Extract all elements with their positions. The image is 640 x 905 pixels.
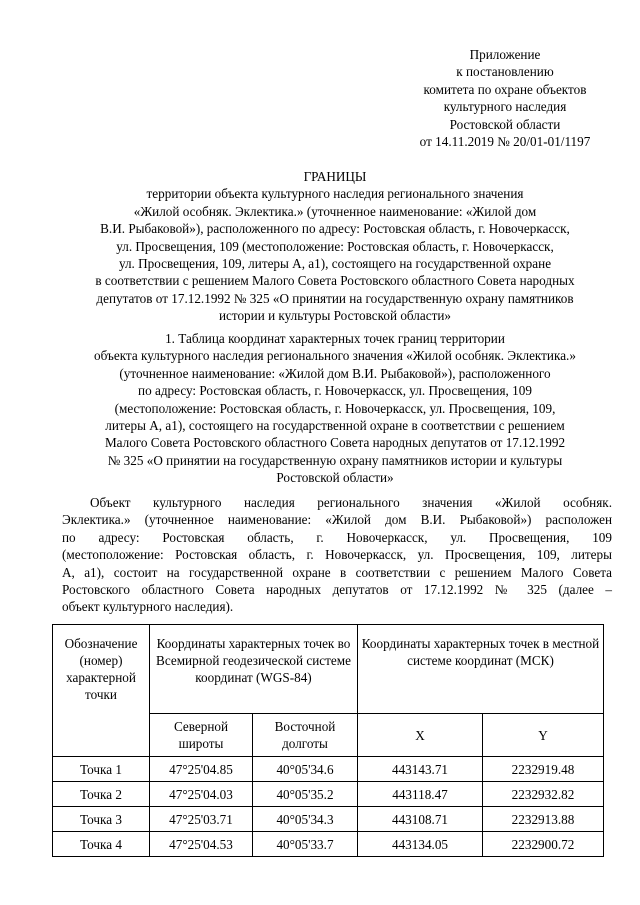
paragraph-line: объект культурного наследия).: [62, 599, 234, 615]
table-row: [53, 832, 604, 857]
paragraph-line: Ростовского областного Совета народных депутатов от 17.12.1992 № 325 (далее –: [62, 582, 612, 598]
title-line: территории объекта культурного наследия регионального значения: [146, 186, 524, 202]
table-title-line: объекта культурного наследия регионального значения «Жилой особняк. Эклектика.»: [94, 348, 576, 364]
point-name: Точка 3: [53, 807, 150, 832]
description-paragraph: [62, 494, 612, 616]
coordinates-table: [52, 624, 604, 857]
header-wgs84: Координаты характерных точек во Всемирной геодезической системе координат (WGS-84): [150, 625, 358, 714]
table-row: [53, 807, 604, 832]
appendix-line: Ростовской области: [449, 116, 561, 132]
title-line: истории и культуры Ростовской области»: [218, 308, 452, 324]
point-x: 443134.05: [358, 832, 483, 857]
table-title-line: № 325 «О принятии на государственную охрану памятников истории и культуры: [107, 452, 563, 468]
point-y: 2232932.82: [483, 782, 604, 807]
table-header-row: [53, 625, 604, 714]
point-north: 47°25'04.85: [150, 757, 253, 782]
point-x: 443118.47: [358, 782, 483, 807]
point-y: 2232900.72: [483, 832, 604, 857]
point-name: Точка 2: [53, 782, 150, 807]
appendix-header: [380, 46, 630, 150]
point-y: 2232919.48: [483, 757, 604, 782]
table-title-line: (местоположение: Ростовская область, г. Новочеркасск, ул. Просвещения, 109,: [114, 400, 556, 416]
point-north: 47°25'04.53: [150, 832, 253, 857]
title-line: депутатов от 17.12.1992 № 325 «О принятии на государственную охрану памятников: [96, 290, 574, 306]
appendix-line: к постановлению: [456, 64, 554, 80]
appendix-line: культурного наследия: [443, 99, 567, 115]
point-name: Точка 1: [53, 757, 150, 782]
title-line: в соответствии с решением Малого Совета Ростовского областного Совета народных: [95, 273, 575, 289]
point-north: 47°25'03.71: [150, 807, 253, 832]
subheader-x: X: [358, 714, 483, 757]
table-row: [53, 782, 604, 807]
paragraph-line: А, а1), состоит на государственной охране в соответствии с решением Малого Совета: [62, 564, 612, 580]
title-line: ул. Просвещения, 109 (местоположение: Ростовская область, г. Новочеркасск,: [116, 238, 554, 254]
paragraph-line: Объект культурного наследия регионального значения «Жилой особняк.: [90, 495, 612, 510]
appendix-line: от 14.11.2019 № 20/01-01/1197: [419, 134, 591, 150]
appendix-line: комитета по охране объектов: [423, 81, 587, 97]
appendix-line: Приложение: [469, 47, 541, 62]
table-title-line: по адресу: Ростовская область, г. Новочеркасск, ул. Просвещения, 109: [138, 383, 532, 399]
paragraph-line: (местоположение: Ростовская область, г. Новочеркасск, ул. Просвещения, 109, литеры: [62, 547, 612, 563]
point-east: 40°05'34.3: [253, 807, 358, 832]
point-east: 40°05'33.7: [253, 832, 358, 857]
paragraph-line: по адресу: Ростовская область, г. Новочеркасск, ул. Просвещения, 109: [62, 529, 612, 545]
header-designation: Обозначение (номер) характерной точки: [53, 625, 150, 757]
point-east: 40°05'34.6: [253, 757, 358, 782]
point-north: 47°25'04.03: [150, 782, 253, 807]
table-title-block: [40, 330, 630, 487]
point-east: 40°05'35.2: [253, 782, 358, 807]
point-name: Точка 4: [53, 832, 150, 857]
point-x: 443143.71: [358, 757, 483, 782]
table-title-line: Ростовской области»: [276, 470, 394, 486]
title-line: В.И. Рыбаковой»), расположенного по адресу: Ростовская область, г. Новочеркасск,: [100, 221, 570, 237]
title-line: ул. Просвещения, 109, литеры А, а1), состоящего на государственной охране: [118, 256, 552, 272]
point-x: 443108.71: [358, 807, 483, 832]
table-row: [53, 757, 604, 782]
table-title-line: литеры А, а1), состоящего на государственной охране в соответствии с решением: [105, 418, 565, 434]
subheader-north: Северной широты: [150, 714, 253, 757]
document-title-block: [40, 168, 630, 325]
subheader-y: Y: [483, 714, 604, 757]
paragraph-line: Эклектика.» (уточненное наименование: «Жилой дом В.И. Рыбаковой») расположен: [62, 512, 612, 528]
subheader-east: Восточной долготы: [253, 714, 358, 757]
table-title-line: Малого Совета Ростовского областного Совета народных депутатов от 17.12.1992: [104, 435, 566, 451]
header-msk: Координаты характерных точек в местной системе координат (МСК): [358, 625, 604, 714]
document-title: ГРАНИЦЫ: [303, 169, 367, 184]
title-line: «Жилой особняк. Эклектика.» (уточненное наименование: «Жилой дом: [133, 203, 537, 219]
point-y: 2232913.88: [483, 807, 604, 832]
table-title-line: (уточненное наименование: «Жилой дом В.И. Рыбаковой»), расположенного: [119, 365, 551, 381]
table-title-line: 1. Таблица координат характерных точек границ территории: [165, 331, 505, 346]
